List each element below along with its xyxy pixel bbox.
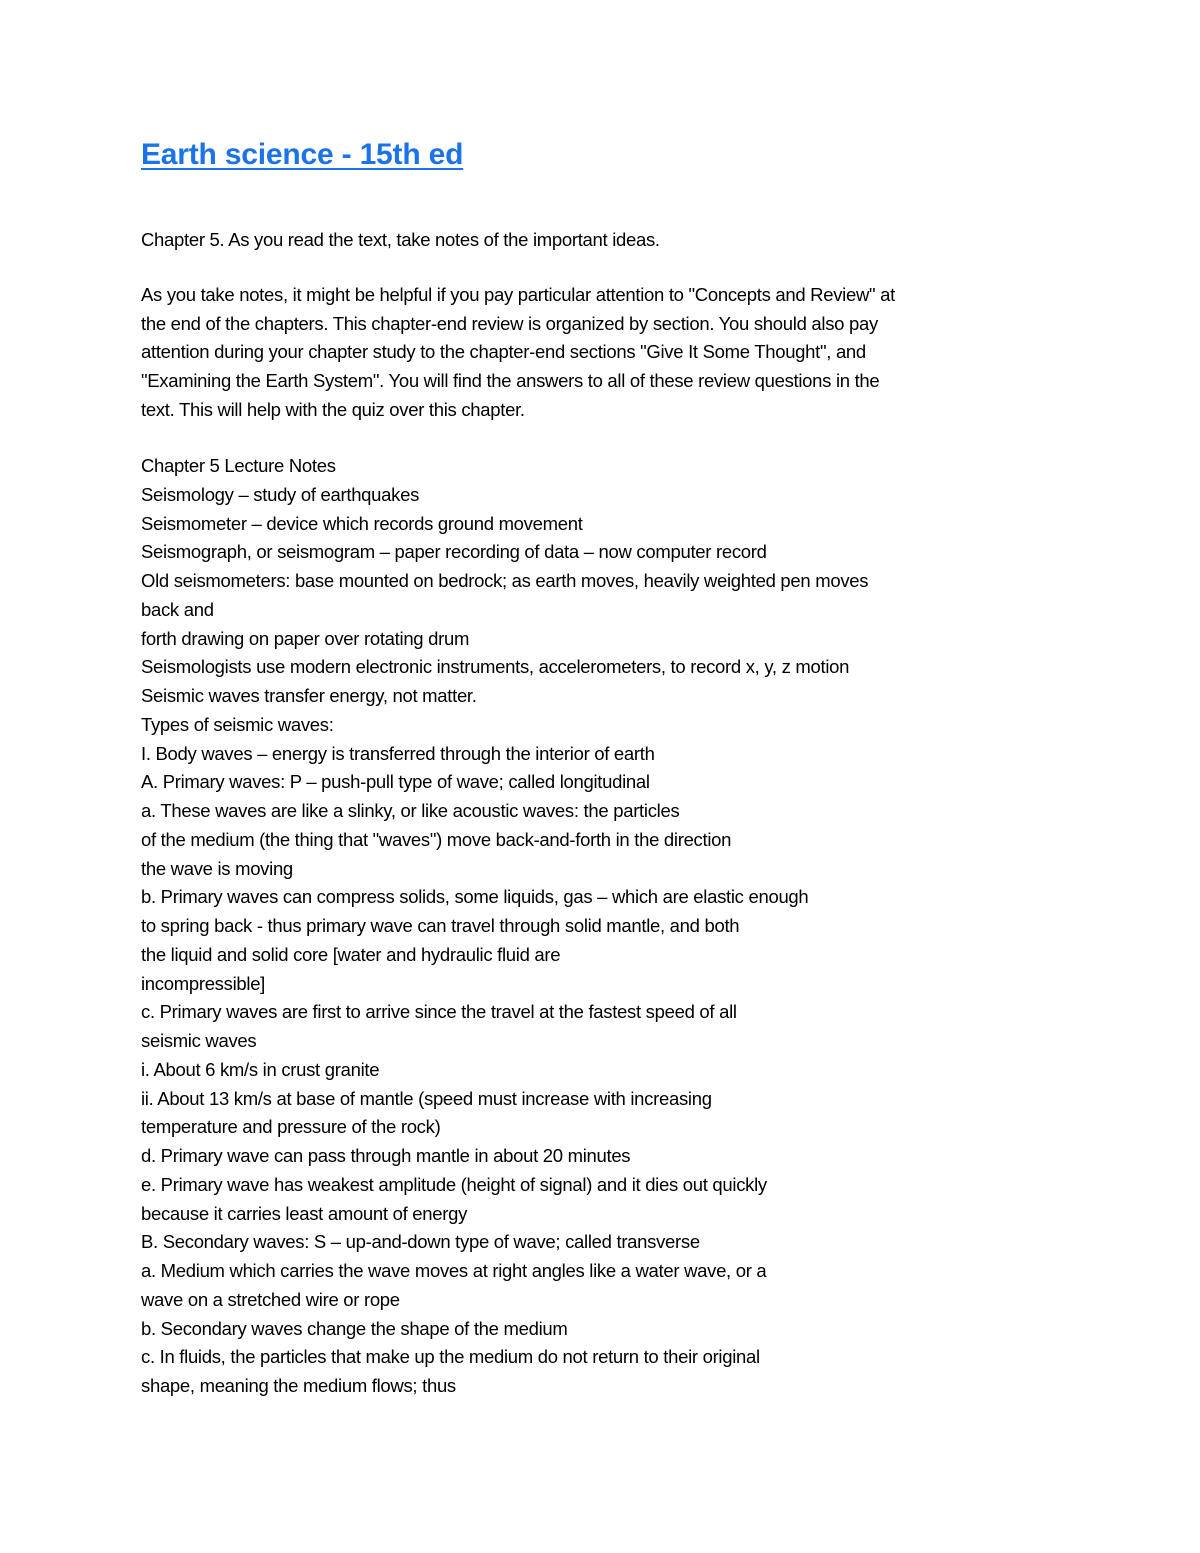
notes-heading: Chapter 5 Lecture Notes bbox=[141, 455, 336, 476]
review-line: attention during your chapter study to the chapter-end sections "Give It Some Thought", and bbox=[141, 341, 866, 363]
review-line: "Examining the Earth System". You will find the answers to all of these review questions in the bbox=[141, 370, 880, 392]
notes-line: B. Secondary waves: S – up-and-down type of wave; called transverse bbox=[141, 1231, 700, 1253]
notes-line: ii. About 13 km/s at base of mantle (speed must increase with increasing bbox=[141, 1087, 712, 1109]
notes-line: i. About 6 km/s in crust granite bbox=[141, 1058, 380, 1080]
notes-line: b. Secondary waves change the shape of the medium bbox=[141, 1317, 568, 1339]
notes-line: temperature and pressure of the rock) bbox=[141, 1116, 441, 1138]
notes-line: c. In fluids, the particles that make up the medium do not return to their original bbox=[141, 1346, 760, 1368]
notes-line: Types of seismic waves: bbox=[141, 713, 334, 735]
notes-line: Seismograph, or seismogram – paper recording of data – now computer record bbox=[141, 541, 767, 563]
notes-line: incompressible] bbox=[141, 972, 266, 994]
notes-line: back and bbox=[141, 598, 214, 620]
notes-line: A. Primary waves: P – push-pull type of wave; called longitudinal bbox=[141, 771, 650, 793]
review-line: text. This will help with the quiz over this chapter. bbox=[141, 398, 525, 420]
notes-line: b. Primary waves can compress solids, some liquids, gas – which are elastic enough bbox=[141, 886, 809, 908]
notes-line: wave on a stretched wire or rope bbox=[141, 1288, 400, 1310]
notes-line: Seismology – study of earthquakes bbox=[141, 483, 420, 505]
notes-line: d. Primary wave can pass through mantle in about 20 minutes bbox=[141, 1145, 631, 1166]
notes-line: seismic waves bbox=[141, 1030, 257, 1051]
document-title-link[interactable]: Earth science - 15th ed bbox=[141, 138, 464, 171]
review-line: As you take notes, it might be helpful if you pay particular attention to "Concepts and Review" at bbox=[141, 284, 895, 305]
notes-line: Old seismometers: base mounted on bedrock; as earth moves, heavily weighted pen moves bbox=[141, 570, 869, 591]
notes-line: the wave is moving bbox=[141, 857, 293, 879]
notes-line: Seismologists use modern electronic instruments, accelerometers, to record x, y, z motion bbox=[141, 656, 850, 678]
lecture-notes bbox=[141, 452, 868, 1401]
notes-line: Seismometer – device which records ground movement bbox=[141, 512, 583, 534]
review-paragraph bbox=[141, 281, 895, 425]
notes-line: shape, meaning the medium flows; thus bbox=[141, 1375, 456, 1396]
notes-line: Seismic waves transfer energy, not matter. bbox=[141, 685, 477, 706]
intro-paragraph: Chapter 5. As you read the text, take notes of the important ideas. bbox=[141, 229, 660, 250]
notes-line: e. Primary wave has weakest amplitude (height of signal) and it dies out quickly bbox=[141, 1173, 767, 1195]
notes-line: c. Primary waves are first to arrive since the travel at the fastest speed of all bbox=[141, 1001, 737, 1023]
notes-line: because it carries least amount of energy bbox=[141, 1202, 468, 1224]
notes-line: a. These waves are like a slinky, or like acoustic waves: the particles bbox=[141, 800, 680, 821]
notes-line: of the medium (the thing that "waves") move back-and-forth in the direction bbox=[141, 828, 732, 850]
notes-line: the liquid and solid core [water and hydraulic fluid are bbox=[141, 943, 561, 965]
notes-line: a. Medium which carries the wave moves at right angles like a water wave, or a bbox=[141, 1260, 767, 1281]
review-line: the end of the chapters. This chapter-end review is organized by section. You should also pay bbox=[141, 312, 878, 334]
notes-line: forth drawing on paper over rotating drum bbox=[141, 627, 470, 649]
notes-line: I. Body waves – energy is transferred through the interior of earth bbox=[141, 742, 655, 764]
notes-line: to spring back - thus primary wave can travel through solid mantle, and both bbox=[141, 915, 740, 936]
